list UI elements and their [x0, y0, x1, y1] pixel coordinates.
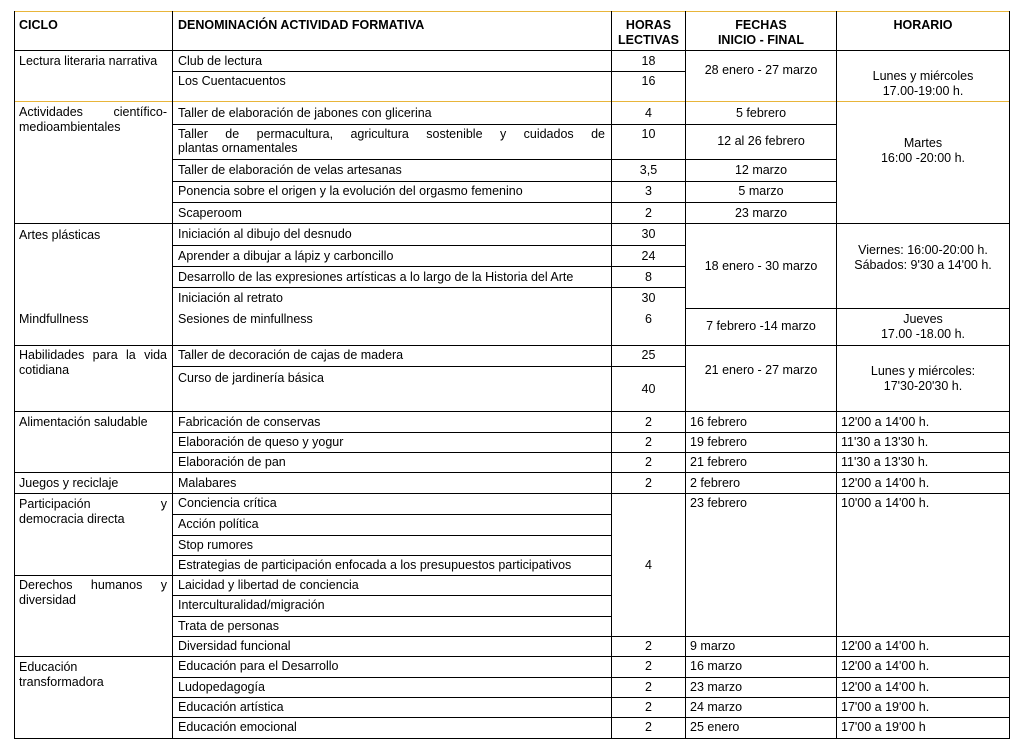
activity-name: Los Cuentacuentos	[178, 74, 286, 88]
activity-name: Estrategias de participación enfocada a los presupuestos participativos	[178, 558, 572, 572]
row-rule	[172, 71, 685, 72]
activity-time: 17'00 a 19'00 h	[841, 720, 926, 734]
activity-name: Malabares	[178, 476, 237, 490]
ciclo-actividades-line1: Actividades científico-	[19, 105, 167, 119]
activity-name: Club de lectura	[178, 54, 263, 68]
activity-hours: 2	[645, 659, 652, 673]
activity-hours: 18	[641, 54, 656, 68]
activity-time: 12'00 a 14'00 h.	[841, 680, 930, 694]
dates-mindfullness: 7 febrero -14 marzo	[706, 319, 816, 333]
activity-name: Interculturalidad/migración	[178, 598, 325, 612]
header-horario: HORARIO	[893, 18, 953, 32]
ciclo-derechos-line2: diversidad	[19, 593, 76, 607]
activity-hours: 2	[645, 639, 652, 653]
activity-date: 16 marzo	[690, 659, 743, 673]
activity-date: 2 febrero	[690, 476, 741, 490]
activity-hours-merged: 4	[645, 558, 652, 572]
activity-name: Conciencia crítica	[178, 496, 277, 510]
activity-date: 25 enero	[690, 720, 740, 734]
activity-name: Taller de decoración de cajas de madera	[178, 348, 404, 362]
ciclo-educacion-line1: Educación	[19, 660, 78, 674]
row-rule	[172, 555, 611, 556]
activity-date: 23 marzo	[690, 680, 743, 694]
row-rule	[172, 697, 1010, 698]
row-rule	[172, 677, 1010, 678]
activity-hours: 25	[641, 348, 656, 362]
activity-date: 21 febrero	[690, 455, 747, 469]
ciclo-actividades-line2: medioambientales	[19, 120, 121, 134]
section-rule	[14, 411, 1010, 412]
activity-name: Elaboración de pan	[178, 455, 286, 469]
row-rule	[172, 366, 685, 367]
activity-name: Diversidad funcional	[178, 639, 291, 653]
activity-name: Taller de permacultura, agricultura sostenible y cuidados de	[178, 127, 605, 141]
section-rule	[14, 472, 1010, 473]
row-rule	[172, 616, 611, 617]
activity-hours: 24	[641, 249, 656, 263]
ciclo-mindfullness: Mindfullness	[19, 312, 89, 326]
row-rule	[172, 181, 836, 182]
header-rule	[14, 50, 1010, 51]
column-rule	[172, 11, 173, 739]
activity-name: Ponencia sobre el origen y la evolución del orgasmo femenino	[178, 184, 523, 198]
header-horas: HORAS	[625, 18, 672, 32]
horario-mind-line1: Jueves	[903, 312, 943, 326]
activity-hours: 2	[645, 680, 652, 694]
horario-lectura-line1: Lunes y miércoles	[872, 69, 974, 83]
horario-habilidades-line2: 17'30-20'30 h.	[883, 379, 963, 393]
dates-artes: 18 enero - 30 marzo	[704, 259, 818, 273]
row-rule	[172, 514, 611, 515]
ciclo-habilidades-line1: Habilidades para la vida	[19, 348, 167, 362]
activity-name: Ludopedagogía	[178, 680, 265, 694]
activity-time: 11'30 a 13'30 h.	[841, 455, 929, 469]
activity-hours: 2	[645, 435, 652, 449]
activity-name: Stop rumores	[178, 538, 254, 552]
activity-time: 12'00 a 14'00 h.	[841, 476, 930, 490]
ciclo-alimentacion: Alimentación saludable	[19, 415, 148, 429]
activity-hours: 2	[645, 720, 652, 734]
activity-date: 23 marzo	[734, 206, 788, 220]
activity-name: Educación para el Desarrollo	[178, 659, 339, 673]
activity-date: 12 al 26 febrero	[717, 134, 805, 148]
activity-name: Fabricación de conservas	[178, 415, 321, 429]
section-rule	[14, 345, 1010, 346]
section-rule	[14, 101, 1010, 102]
section-rule	[14, 575, 611, 576]
activity-date: 5 febrero	[735, 106, 787, 120]
row-rule	[172, 124, 836, 125]
ciclo-habilidades-line2: cotidiana	[19, 363, 70, 377]
activity-hours: 3	[645, 184, 652, 198]
header-fechas: FECHAS	[735, 18, 787, 32]
horario-ciencia-line1: Martes	[903, 136, 943, 150]
activity-hours: 4	[645, 106, 652, 120]
activity-name: Sesiones de minfullness	[178, 312, 313, 326]
activity-time: 17'00 a 19'00 h.	[841, 700, 930, 714]
row-rule	[172, 636, 1010, 637]
horario-habilidades-line1: Lunes y miércoles:	[870, 364, 976, 378]
activity-hours: 30	[641, 291, 656, 305]
row-rule	[172, 535, 611, 536]
row-rule	[172, 595, 611, 596]
activity-hours: 6	[645, 312, 652, 326]
horario-artes-line2: Sábados: 9'30 a 14'00 h.	[854, 258, 992, 272]
dates-lectura: 28 enero - 27 marzo	[704, 63, 818, 77]
activity-hours: 2	[645, 476, 652, 490]
activity-hours: 3,5	[639, 163, 658, 177]
activity-date: 24 marzo	[690, 700, 743, 714]
row-rule	[172, 159, 836, 160]
activity-hours: 2	[645, 455, 652, 469]
row-rule	[172, 432, 1010, 433]
column-rule	[1009, 11, 1010, 739]
activity-name: Elaboración de queso y yogur	[178, 435, 344, 449]
row-rule	[172, 717, 1010, 718]
activity-name: Aprender a dibujar a lápiz y carboncillo	[178, 249, 394, 263]
activity-date: 19 febrero	[690, 435, 747, 449]
row-rule	[172, 245, 685, 246]
row-rule	[172, 202, 836, 203]
row-rule	[685, 308, 1010, 309]
section-rule	[14, 223, 1010, 224]
header-ciclo: CICLO	[19, 18, 58, 32]
activity-name: Iniciación al dibujo del desnudo	[178, 227, 352, 241]
activity-date: 9 marzo	[690, 639, 736, 653]
ciclo-participacion-line1: Participación y	[19, 497, 167, 511]
horario-mind-line2: 17.00 -18.00 h.	[880, 327, 966, 341]
activity-hours: 10	[641, 127, 656, 141]
activity-hours: 30	[641, 227, 656, 241]
activity-time: 12'00 a 14'00 h.	[841, 415, 930, 429]
column-rule	[14, 11, 15, 739]
activity-name: Desarrollo de las expresiones artísticas a lo largo de la Historia del Arte	[178, 270, 574, 284]
activity-name: Educación emocional	[178, 720, 297, 734]
ciclo-lectura: Lectura literaria narrativa	[19, 54, 158, 68]
activity-hours: 2	[645, 206, 652, 220]
dates-habilidades: 21 enero - 27 marzo	[704, 363, 818, 377]
activity-name: Taller de elaboración de jabones con glicerina	[178, 106, 432, 120]
activity-name: Scaperoom	[178, 206, 242, 220]
activity-date: 5 marzo	[738, 184, 784, 198]
ciclo-juegos: Juegos y reciclaje	[19, 476, 119, 490]
activity-name: Acción política	[178, 517, 259, 531]
activity-hours: 16	[641, 74, 656, 88]
header-inicio-final: INICIO - FINAL	[717, 33, 805, 47]
activity-time: 12'00 a 14'00 h.	[841, 639, 930, 653]
row-rule	[172, 287, 685, 288]
section-rule	[14, 656, 1010, 657]
horario-participacion: 10'00 a 14'00 h.	[841, 496, 930, 510]
activity-name: Taller de elaboración de velas artesanas	[178, 163, 402, 177]
activity-hours: 8	[645, 270, 652, 284]
ciclo-participacion-line2: democracia directa	[19, 512, 125, 526]
activity-name: Laicidad y libertad de conciencia	[178, 578, 359, 592]
ciclo-artes: Artes plásticas	[19, 228, 101, 242]
activity-hours: 2	[645, 415, 652, 429]
activity-time: 12'00 a 14'00 h.	[841, 659, 930, 673]
activity-time: 11'30 a 13'30 h.	[841, 435, 929, 449]
ciclo-derechos-line1: Derechos humanos y	[19, 578, 167, 592]
activity-hours: 2	[645, 700, 652, 714]
activity-name: Educación artística	[178, 700, 284, 714]
activity-hours: 40	[641, 382, 656, 396]
horario-artes-line1: Viernes: 16:00-20:00 h.	[858, 243, 988, 257]
row-rule	[172, 266, 685, 267]
activity-name: Iniciación al retrato	[178, 291, 283, 305]
ciclo-educacion-line2: transformadora	[19, 675, 104, 689]
header-denominacion: DENOMINACIÓN ACTIVIDAD FORMATIVA	[178, 18, 425, 32]
row-rule	[172, 452, 1010, 453]
header-lectivas: LECTIVAS	[618, 33, 679, 47]
section-rule	[14, 493, 1010, 494]
activity-name: Curso de jardinería básica	[178, 371, 324, 385]
activity-date: 12 marzo	[734, 163, 788, 177]
horario-lectura-line2: 17.00-19:00 h.	[882, 84, 964, 98]
table-top-border	[14, 11, 1010, 12]
dates-participacion: 23 febrero	[690, 496, 747, 510]
activity-name: Trata de personas	[178, 619, 279, 633]
activity-date: 16 febrero	[690, 415, 747, 429]
horario-ciencia-line2: 16:00 -20:00 h.	[880, 151, 966, 165]
table-bottom-border	[14, 738, 1010, 739]
activity-name: plantas ornamentales	[178, 141, 298, 155]
